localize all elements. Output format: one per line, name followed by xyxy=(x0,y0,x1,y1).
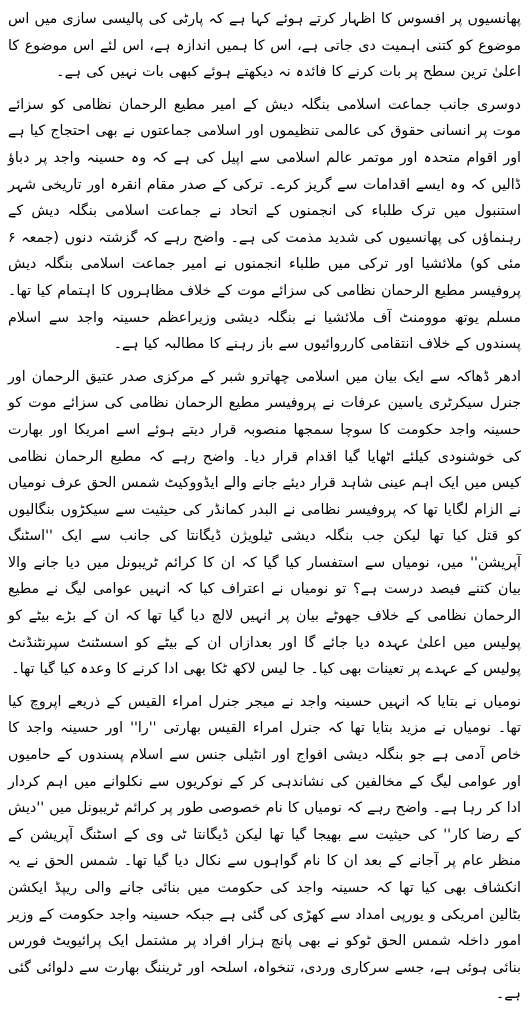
article-paragraph-1: پھانسیوں پر افسوس کا اظہار کرتے ہوئے کہا ہے کہ پارٹی کی پالیسی سازی میں اس موضوع کو کتنی اہمیت دی جاتی ہے، اس کا ہمیں اندازہ ہے، اس لئے اس موضوع کا اعلیٰ ترین سطح پر بات کرنے کا فائدہ نہ دیکھتے ہوئے کبھی بات نہیں کی ہے۔ xyxy=(8,11,521,81)
article-paragraph-4: نومیاں نے بتایا کہ انہیں حسینہ واجد نے میجر جنرل امراء القیس کے ذریعے اپروچ کیا تھا۔ نومیاں نے مزید بتایا تھا کہ جنرل امراء القیس بھارتی ''را'' اور حسینہ واجد کا خاص آدمی ہے جو بنگلہ دیشی افواج اور انٹیلی جنس سے اسلام پسندوں کے حامیوں اور عوامی لیگ کے مخالفین کی نشاندہی کر کے نوکریوں سے نکلوانے میں اہم کردار ادا کر رہا ہے۔ واضح رہے کہ نومیاں کا نام خصوصی طور پر کرائم ٹریبونل میں ''دیش کے رضا کار'' کی حیثیت سے بھیجا گیا تھا لیکن ڈیگانتا ٹی وی کے اسٹنگ آپریشن کے منظر عام پر آجانے کے بعد ان کا نام گواہوں سے نکال دیا گیا تھا۔ شمس الحق نے یہ انکشاف بھی کیا تھا کہ حسینہ واجد کی حکومت میں بنائی جانے والی ریپڈ ایکشن بٹالین امریکی و یورپی امداد سے کھڑی کی گئی ہے جبکہ حسینہ واجد حکومت کے وزیر امور داخلہ شمس الحق ٹوکو نے بھی پانچ ہزار افراد پر مشتمل ایک پرائیویٹ فورس بنائی ہوئی ہے، جسے سرکاری وردی، تنخواہ، اسلحہ اور ٹریننگ بھارت سے دلوائی گئی ہے۔ xyxy=(8,693,521,1003)
article-paragraph-2: دوسری جانب جماعت اسلامی بنگلہ دیش کے امیر مطیع الرحمان نظامی کو سزائے موت پر انسانی حقوق کی عالمی تنظیموں اور اسلامی جماعتوں نے بھی احتجاج کیا ہے اور اقوام متحدہ اور موتمر عالم اسلامی سے اپیل کی ہے کہ وہ حسینہ واجد پر دباؤ ڈالیں کہ وہ ایسے اقدامات سے گریز کرے۔ ترکی کے صدر مقام انقرہ اور تاریخی شہر استنبول میں ترک طلباء کی انجمنوں کے اتحاد نے جماعت اسلامی بنگلہ دیش کے رہنماؤں کی پھانسیوں کی شدید مذمت کی ہے۔ واضح رہے کہ گزشتہ دنوں (جمعہ ۶ مئی کو) ملائشیا اور ترکی میں طلباء انجمنوں نے امیر جماعت اسلامی بنگلہ دیش پروفیسر مطیع الرحمان نظامی کی سزائے موت کے خلاف مظاہروں کا اہتمام کیا تھا۔ مسلم یوتھ موومنٹ آف ملائشیا نے بنگلہ دیشی وزیراعظم حسینہ واجد سے اسلام پسندوں کے خلاف انتقامی کارروائیوں سے باز رہنے کا مطالبہ کیا ہے۔ xyxy=(8,96,521,353)
article-paragraph-3: ادھر ڈھاکہ سے ایک بیان میں اسلامی چھاترو شبر کے مرکزی صدر عتیق الرحمان اور جنرل سیکرٹری یاسین عرفات نے پروفیسر مطیع الرحمان نظامی کی سزائے موت کو حسینہ واجد حکومت کا سوچا سمجھا منصوبہ قرار دیتے ہوئے اسے امریکا اور بھارت کی خوشنودی کیلئے اٹھایا گیا اقدام قرار دیا۔ واضح رہے کہ مطیع الرحمان نظامی کیس میں ایک اہم عینی شاہد قرار دیئے جانے والے ایڈووکیٹ شمس الحق عرف نومیاں نے الزام لگایا تھا کہ پروفیسر نظامی نے البدر کمانڈر کی حیثیت سے سیکڑوں بنگالیوں کو قتل کیا تھا لیکن جب بنگلہ دیشی ٹیلویژن ڈیگانتا کی جانب سے ایک ''اسٹنگ آپریشن'' میں، نومیاں سے استفسار کیا گیا کہ ان کا کرائم ٹریبونل میں دیا جانے والا بیان کتنے فیصد درست ہے؟ تو نومیاں نے اعتراف کیا کہ انہیں عوامی لیگ نے مطیع الرحمان نظامی کے خلاف جھوٹے بیان پر انہیں لالچ دیا گیا تھا کہ ان کے بڑے بیٹے کو پولیس میں اعلیٰ عہدہ دیا جائے گا اور بعدازاں ان کے بیٹے کو اسسٹنٹ سپرنٹنڈنٹ پولیس کے عہدے پر تعینات بھی کیا۔ جا لیس لاکھ ٹکا بھی ادا کرنے کا وعدہ کیا گیا تھا۔ xyxy=(8,368,521,678)
